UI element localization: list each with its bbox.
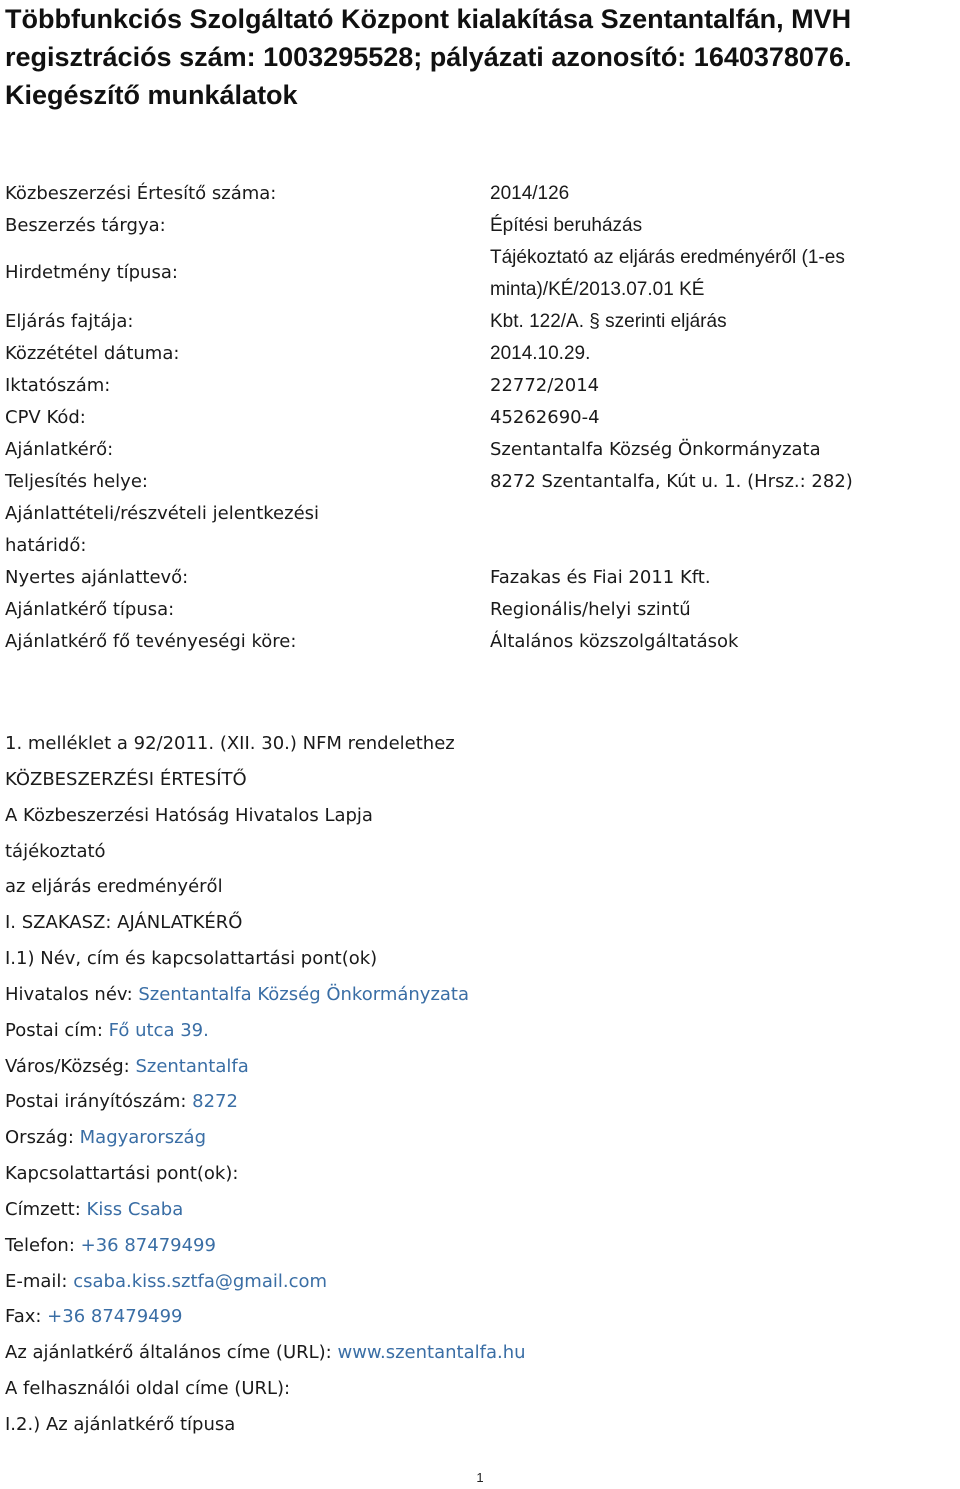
field-label: E-mail: [5,1271,74,1292]
hivatalos-nev-row [5,980,469,1010]
postai-cim-row [5,1016,209,1046]
summary-value: 2014/126 [490,183,570,204]
email-row [5,1267,327,1297]
summary-label: Ajánlatkérő fő tevényeségi köre: [5,631,297,652]
field-label: Postai irányítószám: [5,1091,193,1112]
field-value: Magyarország [79,1127,207,1148]
eredmenyerol-line: az eljárás eredményéről [5,876,223,897]
field-label: Az ajánlatkérő általános címe (URL): [5,1342,338,1363]
iranyitoszam-row [5,1087,238,1117]
field-label: Város/Község: [5,1056,136,1077]
summary-label: CPV Kód: [5,407,86,428]
summary-value: Építési beruházás [490,215,643,236]
summary-label: Ajánlatkérő típusa: [5,599,175,620]
title-line-2: regisztrációs szám: 1003295528; pályázati azonosító: 1640378076. [5,42,852,72]
melleklet-line: 1. melléklet a 92/2011. (XII. 30.) NFM rendelethez [5,733,455,754]
summary-value: Általános közszolgáltatások [490,631,739,652]
summary-label: Teljesítés helye: [5,471,148,492]
kapcsolattartasi-row: Kapcsolattartási pont(ok): [5,1163,239,1184]
field-label: Hivatalos név: [5,984,139,1005]
summary-value: Fazakas és Fiai 2011 Kft. [490,567,711,588]
summary-value: 2014.10.29. [490,343,591,364]
summary-label: Hirdetmény típusa: [5,262,178,283]
summary-value-line-2: minta)/KÉ/2013.07.01 KÉ [490,279,705,300]
field-value: Kiss Csaba [86,1199,184,1220]
summary-value: 45262690-4 [490,407,600,428]
summary-value: Kbt. 122/A. § szerinti eljárás [490,311,727,332]
email-link[interactable]: csaba.kiss.sztfa@gmail.com [73,1271,328,1292]
website-link[interactable]: www.szentantalfa.hu [337,1342,526,1363]
summary-label: Közbeszerzési Értesítő száma: [5,183,277,204]
cimzett-row [5,1195,183,1225]
orszag-row [5,1123,206,1153]
field-value: Fő utca 39. [108,1020,209,1041]
summary-label: Beszerzés tárgya: [5,215,166,236]
szakasz-heading: I. SZAKASZ: AJÁNLATKÉRŐ [5,912,243,933]
summary-label: Közzététel dátuma: [5,343,180,364]
field-label: Telefon: [5,1235,81,1256]
telefon-row [5,1231,216,1261]
summary-value: 22772/2014 [490,375,600,396]
hatosag-line: A Közbeszerzési Hatóság Hivatalos Lapja [5,805,373,826]
field-label: Fax: [5,1306,48,1327]
field-value: +36 87479499 [47,1306,183,1327]
summary-value: Szentantalfa Község Önkormányzata [490,439,821,460]
summary-label-line-2: határidő: [5,535,87,556]
summary-label: Eljárás fajtája: [5,311,134,332]
summary-label: Iktatószám: [5,375,111,396]
field-value: Szentantalfa Község Önkormányzata [138,984,470,1005]
field-label: Címzett: [5,1199,87,1220]
section-i2-heading: I.2.) Az ajánlatkérő típusa [5,1414,236,1435]
summary-label: Nyertes ajánlattevő: [5,567,189,588]
ertesito-heading: KÖZBESZERZÉSI ÉRTESÍTŐ [5,769,247,790]
page-number: 1 [476,1470,484,1485]
title-line-3: Kiegészítő munkálatok [5,80,298,110]
field-value: 8272 [192,1091,238,1112]
field-value: +36 87479499 [80,1235,216,1256]
field-label: Ország: [5,1127,80,1148]
url-altalanos-row [5,1338,526,1368]
url-felhasznaloi-row: A felhasználói oldal címe (URL): [5,1378,291,1399]
summary-value: 8272 Szentantalfa, Kút u. 1. (Hrsz.: 282) [490,471,853,492]
title-line-1: Többfunkciós Szolgáltató Központ kialakítása Szentantalfán, MVH [5,4,852,34]
section-i1-heading: I.1) Név, cím és kapcsolattartási pont(ok) [5,948,378,969]
tajekoztato-line: tájékoztató [5,841,106,862]
fax-row [5,1302,183,1332]
document-title [5,0,950,114]
summary-label-line-1: Ajánlattételi/részvételi jelentkezési [5,503,320,524]
summary-value-line-1: Tájékoztató az eljárás eredményéről (1-es [490,247,845,268]
field-value: Szentantalfa [135,1056,249,1077]
summary-value: Regionális/helyi szintű [490,599,691,620]
summary-label: Ajánlatkérő: [5,439,114,460]
field-label: Postai cím: [5,1020,109,1041]
varos-row [5,1052,249,1082]
